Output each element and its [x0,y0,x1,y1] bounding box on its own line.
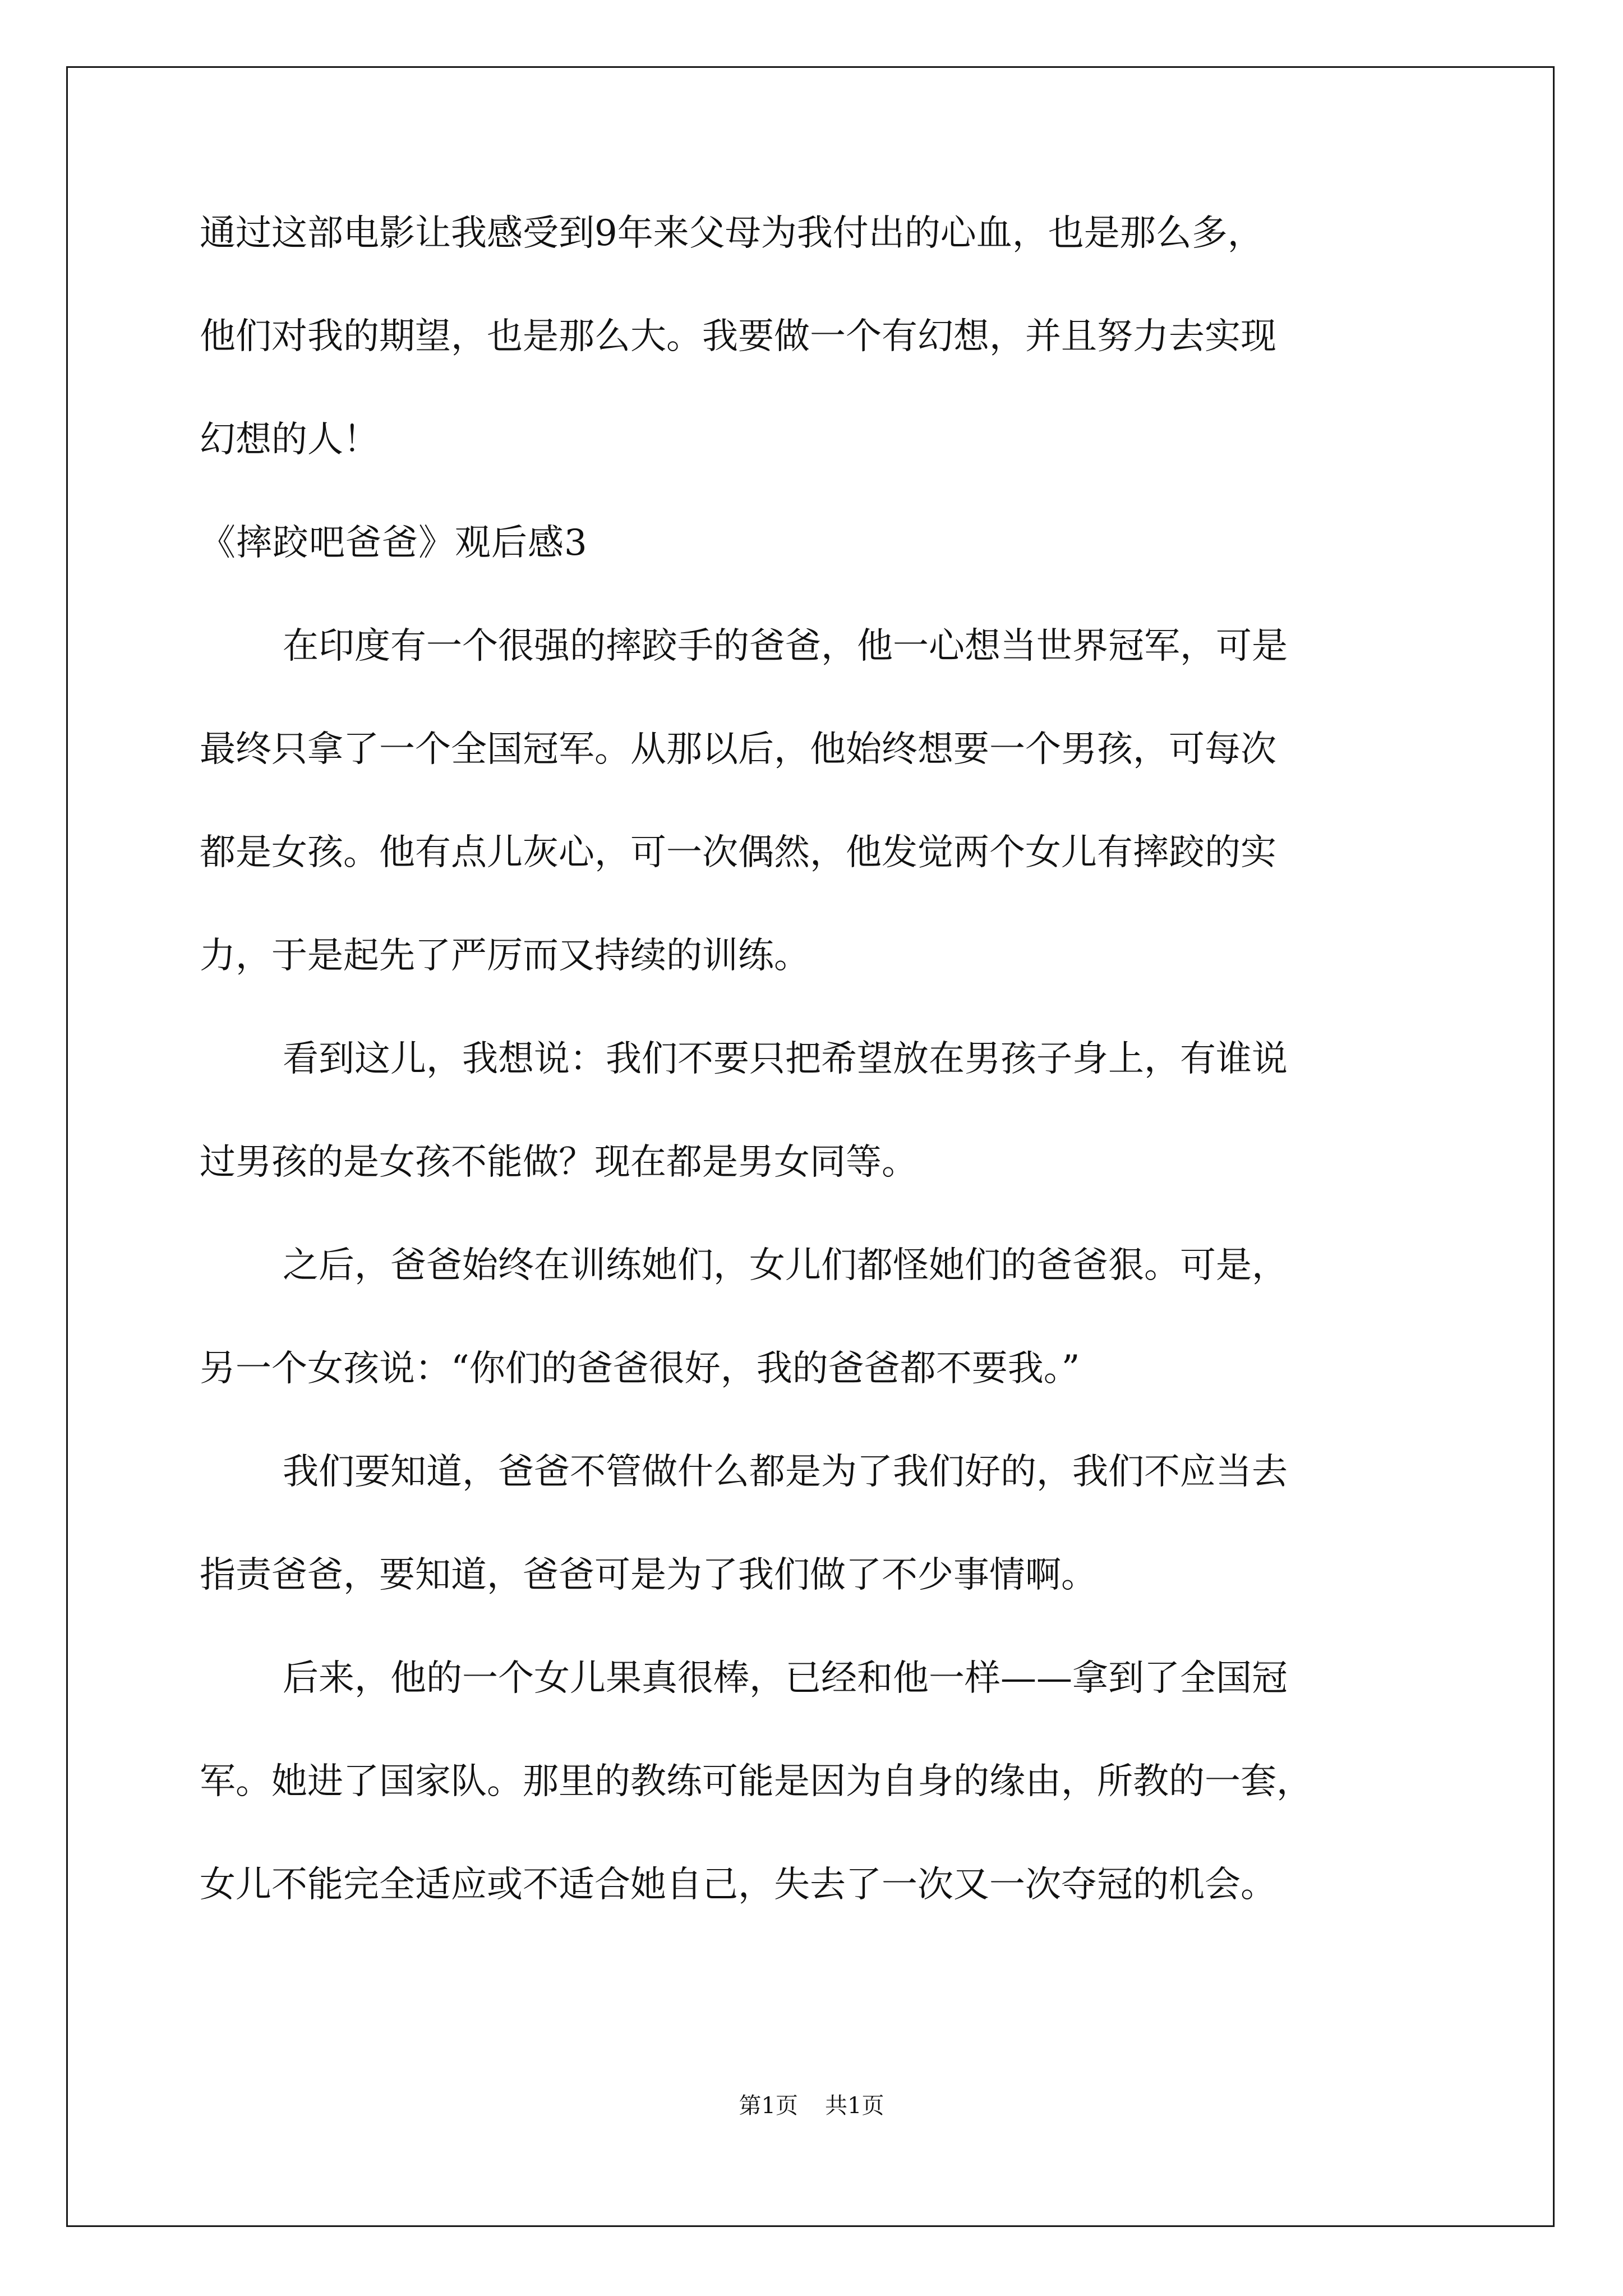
page-number: 第1页 [739,2093,798,2119]
page-total: 共1页 [825,2093,884,2119]
paragraph-line: 女儿不能完全适应或不适合她自己，失去了一次又一次夺冠的机会。 [200,1864,1276,1906]
document-body [200,205,1433,1960]
section-title: 《摔跤吧爸爸》观后感3 [200,522,588,564]
paragraph-line: 指责爸爸，要知道，爸爸可是为了我们做了不少事情啊。 [200,1554,1097,1596]
paragraph-line: 之后，爸爸始终在训练她们，女儿们都怪她们的爸爸狠。可是， [283,1245,1288,1286]
paragraph-line: 他们对我的期望，也是那么大。我要做一个有幻想，并且努力去实现 [200,316,1276,357]
paragraph-line: 另一个女孩说：“你们的爸爸很好，我的爸爸都不要我。” [200,1348,1080,1389]
paragraph-line: 通过这部电影让我感受到9年来父母为我付出的心血，也是那么多， [200,213,1264,254]
paragraph-line: 后来，他的一个女儿果真很棒，已经和他一样——拿到了全国冠 [283,1658,1288,1699]
paragraph-line: 最终只拿了一个全国冠军。从那以后，他始终想要一个男孩，可每次 [200,729,1276,770]
paragraph-line: 军。她进了国家队。那里的教练可能是因为自身的缘由，所教的一套， [200,1761,1312,1802]
paragraph-line: 在印度有一个很强的摔跤手的爸爸，他一心想当世界冠军，可是 [283,625,1288,667]
page-footer [0,2088,1623,2120]
paragraph-line: 力，于是起先了严厉而又持续的训练。 [200,935,810,977]
paragraph-line: 我们要知道，爸爸不管做什么都是为了我们好的，我们不应当去 [283,1451,1288,1493]
paragraph-line: 幻想的人！ [200,419,379,461]
paragraph-line: 都是女孩。他有点儿灰心，可一次偶然，他发觉两个女儿有摔跤的实 [200,832,1276,873]
paragraph-line: 过男孩的是女孩不能做？现在都是男女同等。 [200,1142,917,1183]
paragraph-line: 看到这儿，我想说：我们不要只把希望放在男孩子身上，有谁说 [283,1038,1288,1080]
